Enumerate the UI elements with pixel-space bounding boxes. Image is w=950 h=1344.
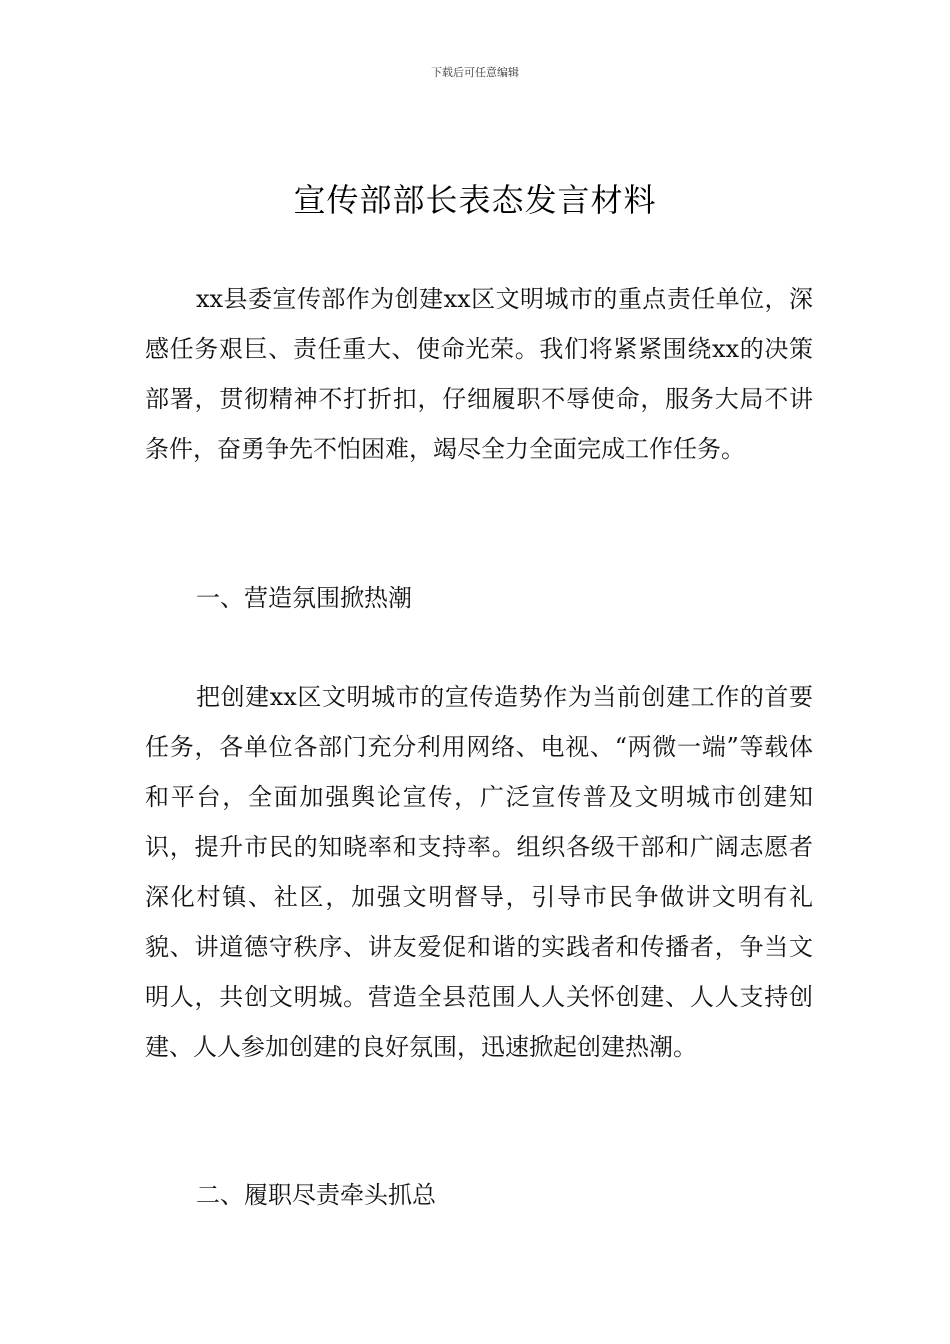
- intro-paragraph: xx县委宣传部作为创建xx区文明城市的重点责任单位，深感任务艰巨、责任重大、使命光荣。我们将紧紧围绕xx的决策部署，贯彻精神不打折扣，仔细履职不辱使命，服务大局不讲条件，奋勇争先不怕困难，竭尽全力全面完成工作任务。: [145, 285, 813, 463]
- section-2-heading: 二、履职尽责牵头抓总: [196, 1181, 436, 1209]
- document-title: 宣传部部长表态发言材料: [293, 181, 657, 219]
- page-header-note: 下载后可任意编辑: [431, 66, 519, 79]
- section-1-paragraph: 把创建xx区文明城市的宣传造势作为当前创建工作的首要任务，各单位各部门充分利用网络、电视、“两微一端”等载体和平台，全面加强舆论宣传，广泛宣传普及文明城市创建知识，提升市民的知晓率和支持率。组织各级干部和广阔志愿者深化村镇、社区，加强文明督导，引导市民争做讲文明有礼貌、讲道德守秩序、讲友爱促和谐的实践者和传播者，争当文明人，共创文明城。营造全县范围人人关怀创建、人人支持创建、人人参加创建的良好氛围，迅速掀起创建热潮。: [145, 683, 813, 1061]
- section-1-heading: 一、营造氛围掀热潮: [196, 584, 412, 612]
